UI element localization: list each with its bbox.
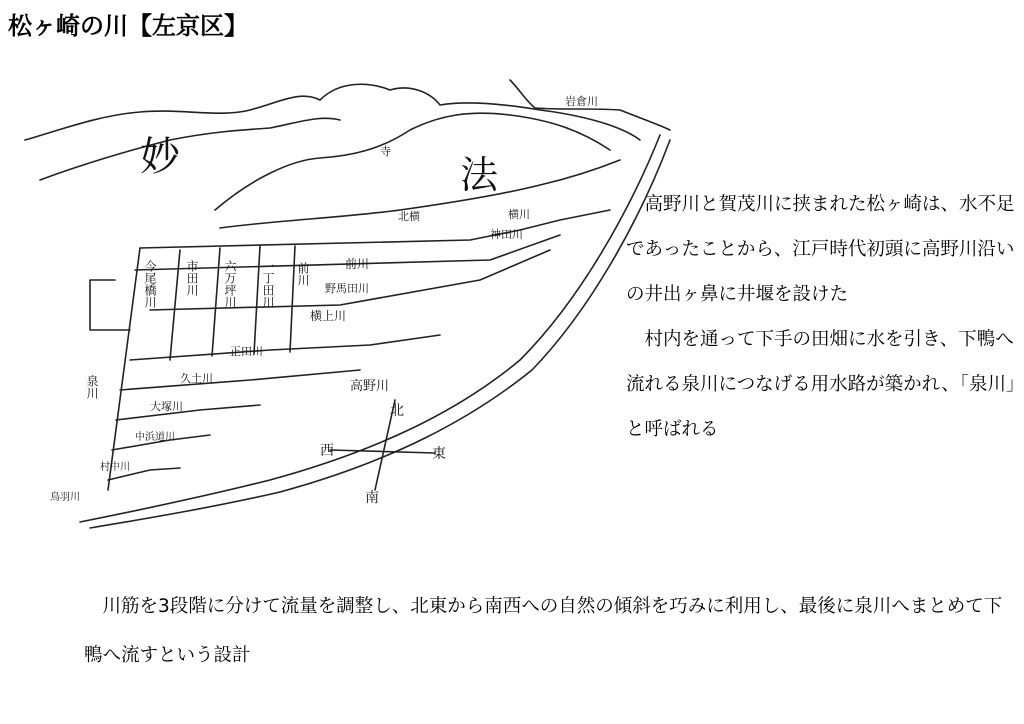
label-temple: 寺: [380, 145, 391, 158]
compass-south: 南: [365, 490, 379, 506]
field-vertical-3: [254, 246, 260, 354]
label-higashi: 泉川: [85, 375, 99, 399]
label-shoda: 正田川: [230, 345, 263, 358]
label-kaminoka: 前川: [345, 257, 370, 271]
field-left-stub: [90, 280, 130, 330]
field-vertical-1: [170, 250, 180, 360]
compass-north: 北: [390, 403, 404, 419]
label-ota: 大塚川: [150, 400, 183, 413]
label-yokoue: 横上川: [310, 309, 347, 323]
mountain-char-myo: 妙: [140, 134, 180, 180]
label-takano: 高野川: [350, 379, 390, 394]
description-right: [626, 182, 1018, 452]
field-line-e: [116, 405, 260, 420]
river-map-drawing: [20, 70, 680, 530]
compass-cross-h: [330, 450, 435, 453]
paragraph: 高野川と賀茂川に挟まれた松ヶ崎は、水不足であったことから、江戸時代初頭に高野川沿いの井出ヶ鼻に井堰を設けた: [626, 194, 1015, 305]
paragraph: 村内を通って下手の田畑に水を引き、下鴨へ流れる泉川につなげる用水路が築かれ、「泉川」と呼ばれる: [626, 329, 1016, 440]
description-bottom: [84, 582, 1004, 680]
mountain-ridge-2: [40, 118, 340, 180]
paragraph: 川筋を3段階に分けて流量を調整し、北東から南西への自然の傾斜を巧みに利用し、最後に泉川へまとめて下鴨へ流すという設計: [84, 596, 1003, 666]
label-yokogawa: 横川: [508, 208, 530, 221]
label-shinta: 神田川: [490, 228, 523, 241]
compass-east: 東: [432, 446, 446, 462]
label-minami: 鳥羽川: [50, 492, 80, 503]
label-kitayoko: 北横: [398, 210, 420, 223]
mountain-ridge: [25, 84, 640, 140]
label-iwakura: 岩倉川: [565, 95, 598, 108]
field-line-d: [120, 370, 360, 390]
mountain-base: [220, 160, 620, 228]
label-ichijo: 一丁田川: [261, 260, 275, 308]
label-okoga: 前川: [296, 262, 310, 286]
field-vertical-2: [212, 248, 220, 356]
label-rokuman: 六万坪川: [223, 260, 237, 308]
label-imaozu: 今尾橋川: [143, 260, 157, 308]
label-ichino: 市田川: [185, 260, 199, 296]
field-line-c: [130, 335, 440, 360]
field-line-left: [108, 248, 140, 490]
page-title: 松ヶ崎の川【左京区】: [8, 12, 248, 40]
compass-west: 西: [320, 443, 334, 459]
label-kudo: 久土川: [180, 372, 213, 385]
takano-river-bank-1: [80, 135, 660, 522]
label-murakami: 村中川: [100, 462, 130, 473]
label-nakahama: 中浜道川: [135, 432, 175, 443]
label-yagamida: 野馬田川: [325, 282, 369, 295]
field-vertical-4: [290, 246, 295, 352]
mountain-char-ho: 法: [460, 153, 499, 197]
